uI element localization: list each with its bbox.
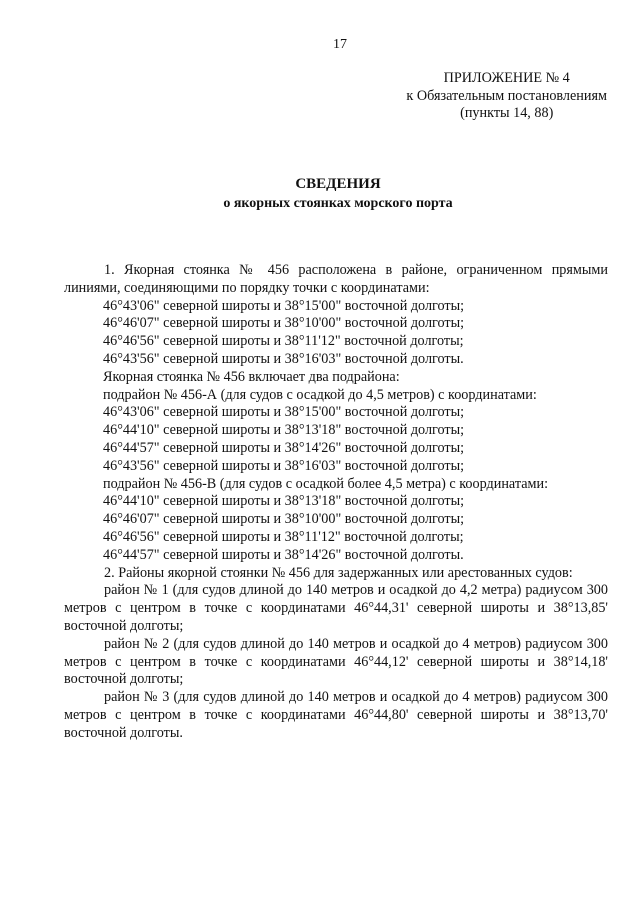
coordinate-line: 46°46'07" северной широты и 38°10'00" восточной долготы; [103,511,465,528]
coordinate-line: 46°46'56" северной широты и 38°11'12" восточной долготы; [103,333,464,350]
paragraph-2: 2. Районы якорной стоянки № 456 для задержанных или арестованных судов: [104,564,573,581]
coordinate-line: 46°43'06" северной широты и 38°15'00" восточной долготы; [103,297,465,314]
appendix-points: (пункты 14, 88) [460,105,554,121]
paragraph-subareas: Якорная стоянка № 456 включает два подрайона: [103,368,400,385]
appendix-header [406,70,607,123]
appendix-title: ПРИЛОЖЕНИЕ № 4 [443,70,570,86]
appendix-reference: к Обязательным постановлениям [406,87,607,104]
coordinate-line: 46°44'10" северной широты и 38°13'18" восточной долготы; [103,493,465,510]
coordinate-line: 46°43'56" северной широты и 38°16'03" восточной долготы. [103,350,464,367]
coordinate-line: 46°46'56" северной широты и 38°11'12" восточной долготы; [103,528,464,545]
coordinate-line: 46°44'57" северной широты и 38°14'26" восточной долготы; [103,439,465,456]
paragraph-area-2: район № 2 (для судов длиной до 140 метров и осадкой до 4 метров) радиусом 300 метров с центром в точке с координатами 46°44,12' северной широты и 38°14,18' восточной долготы; [64,635,608,688]
document-body [64,262,608,743]
document-title-block [0,174,640,214]
coordinate-line: 46°44'10" северной широты и 38°13'18" восточной долготы; [103,422,465,439]
document-title: СВЕДЕНИЯ [295,176,381,192]
coordinate-line: 46°43'06" северной широты и 38°15'00" восточной долготы; [103,404,465,421]
paragraph-area-1: район № 1 (для судов длиной до 140 метров и осадкой до 4,2 метра) радиусом 300 метров с центром в точке с координатами 46°44,31' северной широты и 38°13,85' восточной долготы; [64,582,608,634]
paragraph-subarea-a: подрайон № 456-А (для судов с осадкой до 4,5 метров) с координатами: [103,386,537,403]
paragraph-area-3: район № 3 (для судов длиной до 140 метров и осадкой до 4 метров) радиусом 300 метров с центром в точке с координатами 46°44,80' северной широты и 38°13,70' восточной долготы. [64,689,608,741]
page-number: 17 [333,37,347,52]
coordinate-line: 46°44'57" северной широты и 38°14'26" восточной долготы. [103,546,464,563]
coordinate-line: 46°46'07" северной широты и 38°10'00" восточной долготы; [103,315,465,332]
paragraph-1: 1. Якорная стоянка № 456 расположена в районе, ограниченном прямыми линиями, соединяющими по порядку точки с координатами: [64,262,608,296]
paragraph-subarea-b: подрайон № 456-В (для судов с осадкой более 4,5 метра) с координатами: [103,475,549,492]
document-subtitle: о якорных стоянках морского порта [223,196,453,211]
coordinate-line: 46°43'56" северной широты и 38°16'03" восточной долготы; [103,457,465,474]
